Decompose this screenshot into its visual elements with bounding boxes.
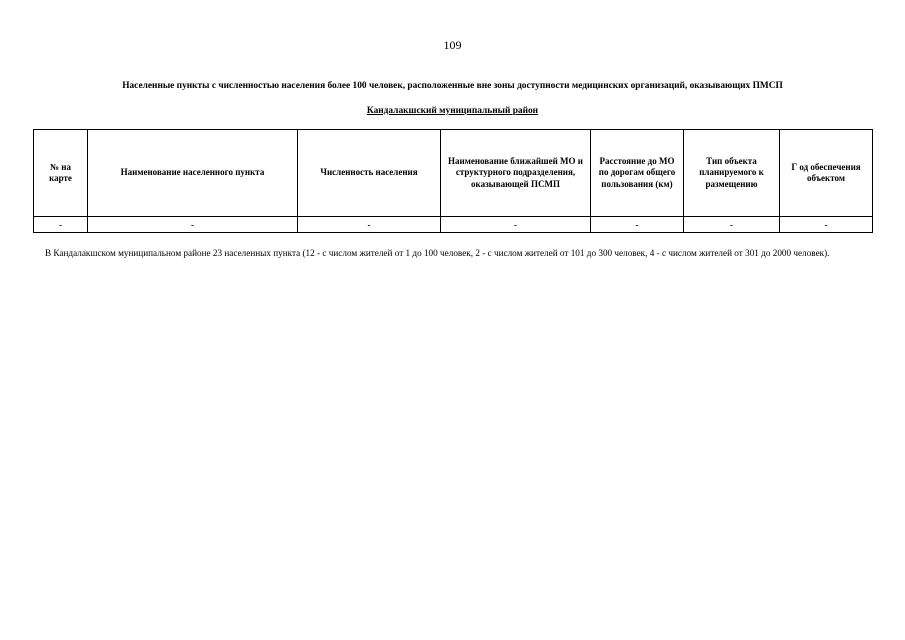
table-cell: - — [34, 217, 88, 233]
header-population: Численность населения — [298, 130, 441, 217]
header-map-number: № на карте — [34, 130, 88, 217]
header-object-type: Тип объекта планируемого к размещению — [684, 130, 780, 217]
header-distance: Расстояние до МО по дорогам общего пользования (км) — [591, 130, 684, 217]
table-cell: - — [684, 217, 780, 233]
table-row — [34, 217, 873, 233]
table-cell: - — [780, 217, 873, 233]
header-settlement-name: Наименование населенного пункта — [88, 130, 298, 217]
header-nearest-mo: Наименование ближайшей МО и структурного подразделения, оказывающей ПСМП — [441, 130, 591, 217]
table-cell: - — [441, 217, 591, 233]
table-header-row — [34, 130, 873, 217]
document-title: Населенные пункты с численностью населения более 100 человек, расположенные вне зоны доступности медицинских организаций, оказывающих ПМСП — [122, 81, 783, 91]
footnote-text: В Кандалакшском муниципальном районе 23 населенных пункта (12 - с числом жителей от 1 до 100 человек, 2 - с числом жителей от 101 до 300 человек, 4 - с числом жителей от 301 до 2000 человек). — [45, 248, 830, 258]
district-subtitle: Кандалакшский муниципальный район — [366, 106, 539, 116]
table-cell: - — [298, 217, 441, 233]
table-cell: - — [88, 217, 298, 233]
header-year: Г од обеспечения объектом — [780, 130, 873, 217]
page-number: 109 — [443, 38, 462, 52]
table-cell: - — [591, 217, 684, 233]
settlements-table — [33, 129, 873, 233]
